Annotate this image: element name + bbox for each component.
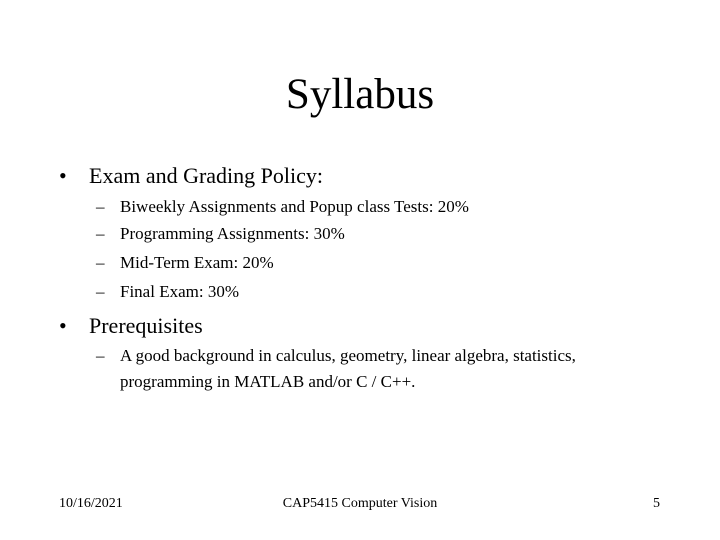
footer-page-number: 5 (653, 496, 660, 511)
dash-icon: – (96, 282, 105, 301)
sub-item-programming-assignments (96, 221, 345, 247)
bullet-icon: • (59, 163, 67, 188)
sub-item-text: Biweekly Assignments and Popup class Tests: 20% (120, 197, 469, 216)
dash-icon: – (96, 253, 105, 272)
dash-icon: – (96, 346, 105, 365)
sub-item-biweekly-assignments (96, 194, 469, 220)
dash-icon: – (96, 224, 105, 243)
sub-item-text-line-2: programming in MATLAB and/or C / C++. (120, 372, 416, 391)
sub-item-text-line-1: A good background in calculus, geometry, linear algebra, statistics, (120, 346, 576, 365)
sub-item-text: Mid-Term Exam: 20% (120, 253, 274, 272)
slide-title: Syllabus (285, 71, 435, 118)
footer-course: CAP5415 Computer Vision (282, 496, 438, 511)
bullet-icon: • (59, 313, 67, 338)
sub-item-mid-term-exam (96, 250, 274, 276)
bullet-prerequisites (59, 312, 203, 340)
bullet-exam-grading-policy (59, 162, 323, 190)
bullet-heading: Prerequisites (89, 313, 203, 338)
footer-date: 10/16/2021 (59, 496, 123, 511)
sub-item-text (120, 343, 576, 395)
sub-item-text: Programming Assignments: 30% (120, 224, 345, 243)
sub-item-text: Final Exam: 30% (120, 282, 239, 301)
dash-icon: – (96, 197, 105, 216)
sub-item-prerequisites-background (96, 343, 576, 395)
sub-item-final-exam (96, 279, 239, 305)
bullet-heading: Exam and Grading Policy: (89, 163, 324, 188)
